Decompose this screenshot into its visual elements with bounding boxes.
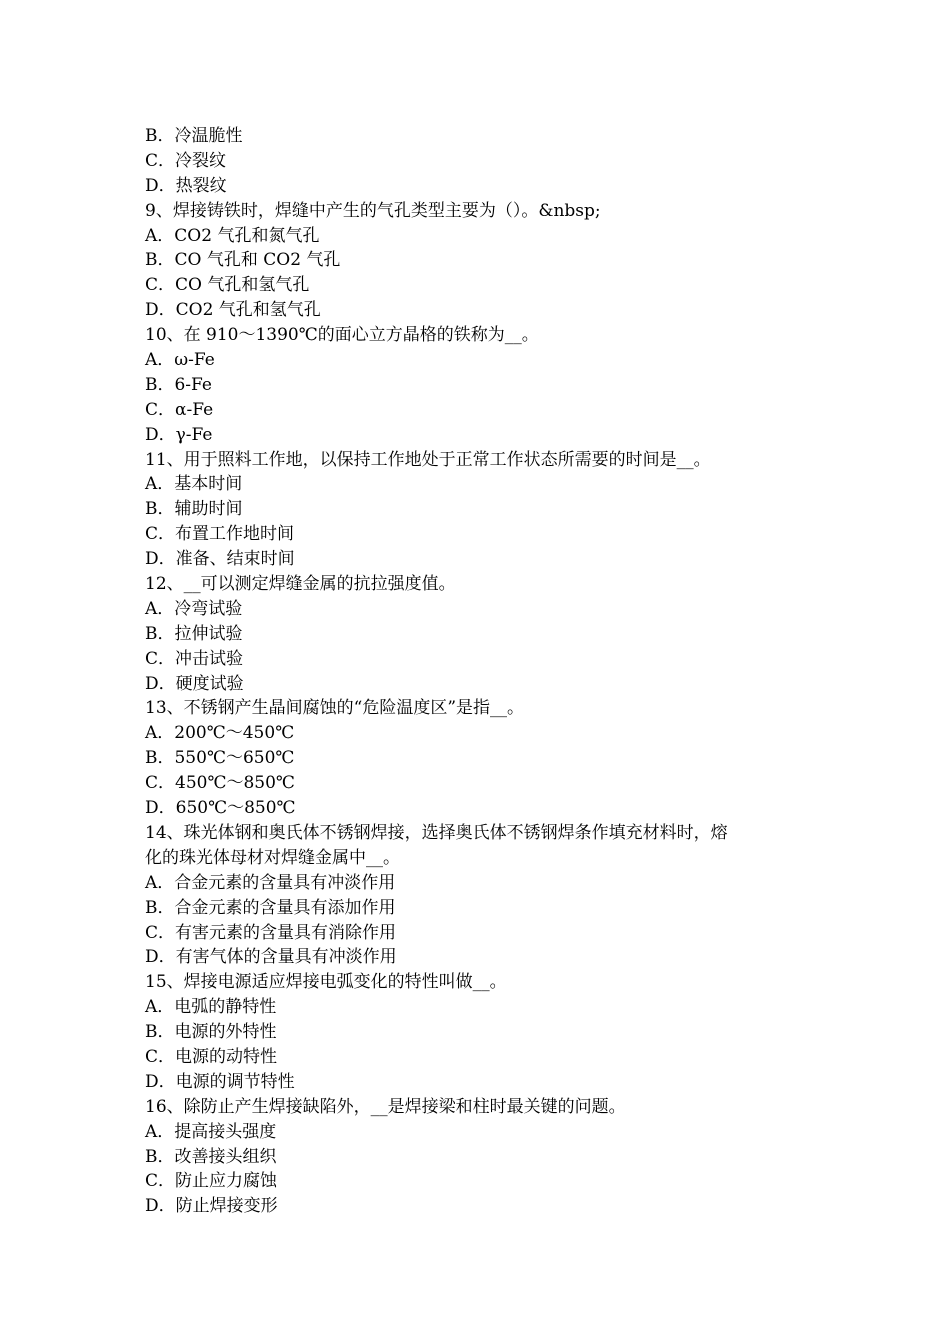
option-line: D．热裂纹 — [145, 175, 227, 196]
option-line: D．准备、结束时间 — [145, 549, 295, 570]
question-14: 14、珠光体钢和奥氏体不锈钢焊接，选择奥氏体不锈钢焊条作填充材料时，熔 — [145, 822, 728, 843]
question-15: 15、焊接电源适应焊接电弧变化的特性叫做__。 — [145, 972, 507, 993]
option-line: C．电源的动特性 — [145, 1046, 278, 1067]
option-line: A．电弧的静特性 — [145, 997, 277, 1018]
option-line: A．CO2 气孔和氮气孔 — [145, 225, 320, 246]
option-line: B．6-Fe — [145, 374, 212, 395]
option-line: D．CO2 气孔和氢气孔 — [145, 300, 321, 321]
option-line: B．辅助时间 — [145, 499, 243, 520]
question-13: 13、不锈钢产生晶间腐蚀的“危险温度区”是指__。 — [145, 698, 525, 719]
option-line: C．冷裂纹 — [145, 150, 227, 171]
option-line: B．电源的外特性 — [145, 1022, 277, 1043]
option-line: B．合金元素的含量具有添加作用 — [145, 897, 396, 918]
option-line: A．合金元素的含量具有冲淡作用 — [145, 872, 396, 893]
question-10: 10、在 910～1390℃的面心立方晶格的铁称为__。 — [145, 325, 539, 346]
option-line: C．冲击试验 — [145, 648, 244, 669]
option-line: B．冷温脆性 — [145, 126, 243, 146]
question-16: 16、除防止产生焊接缺陷外，__是焊接梁和柱时最关键的问题。 — [145, 1096, 626, 1117]
question-14-continued: 化的珠光体母材对焊缝金属中__。 — [145, 847, 400, 868]
question-11: 11、用于照料工作地，以保持工作地处于正常工作状态所需要的时间是__。 — [145, 449, 711, 470]
option-line: A．冷弯试验 — [145, 598, 243, 619]
option-line: A．ω-Fe — [145, 350, 215, 371]
option-line: B．CO 气孔和 CO2 气孔 — [145, 250, 341, 271]
option-line: A．200℃～450℃ — [145, 723, 295, 744]
option-line: C．有害元素的含量具有消除作用 — [145, 922, 397, 943]
option-line: A．基本时间 — [145, 474, 243, 495]
option-line: D．电源的调节特性 — [145, 1071, 295, 1092]
option-line: D．650℃～850℃ — [145, 798, 296, 819]
option-line: C．布置工作地时间 — [145, 524, 295, 545]
option-line: D．有害气体的含量具有冲淡作用 — [145, 947, 397, 968]
option-line: C．α-Fe — [145, 399, 214, 420]
question-9: 9、焊接铸铁时，焊缝中产生的气孔类型主要为（）。&nbsp; — [145, 200, 601, 221]
option-line: B．改善接头组织 — [145, 1146, 277, 1167]
option-line: C．防止应力腐蚀 — [145, 1171, 278, 1192]
question-12: 12、__可以测定焊缝金属的抗拉强度值。 — [145, 574, 456, 595]
option-line: C．450℃～850℃ — [145, 773, 295, 794]
option-line: D．γ-Fe — [145, 424, 213, 445]
option-line: D．硬度试验 — [145, 673, 244, 694]
option-line: A．提高接头强度 — [145, 1121, 277, 1142]
option-line: C．CO 气孔和氢气孔 — [145, 275, 310, 296]
option-line: B．550℃～650℃ — [145, 748, 295, 769]
option-line: B．拉伸试验 — [145, 623, 243, 644]
option-line: D．防止焊接变形 — [145, 1196, 278, 1217]
document-body — [145, 124, 815, 1219]
